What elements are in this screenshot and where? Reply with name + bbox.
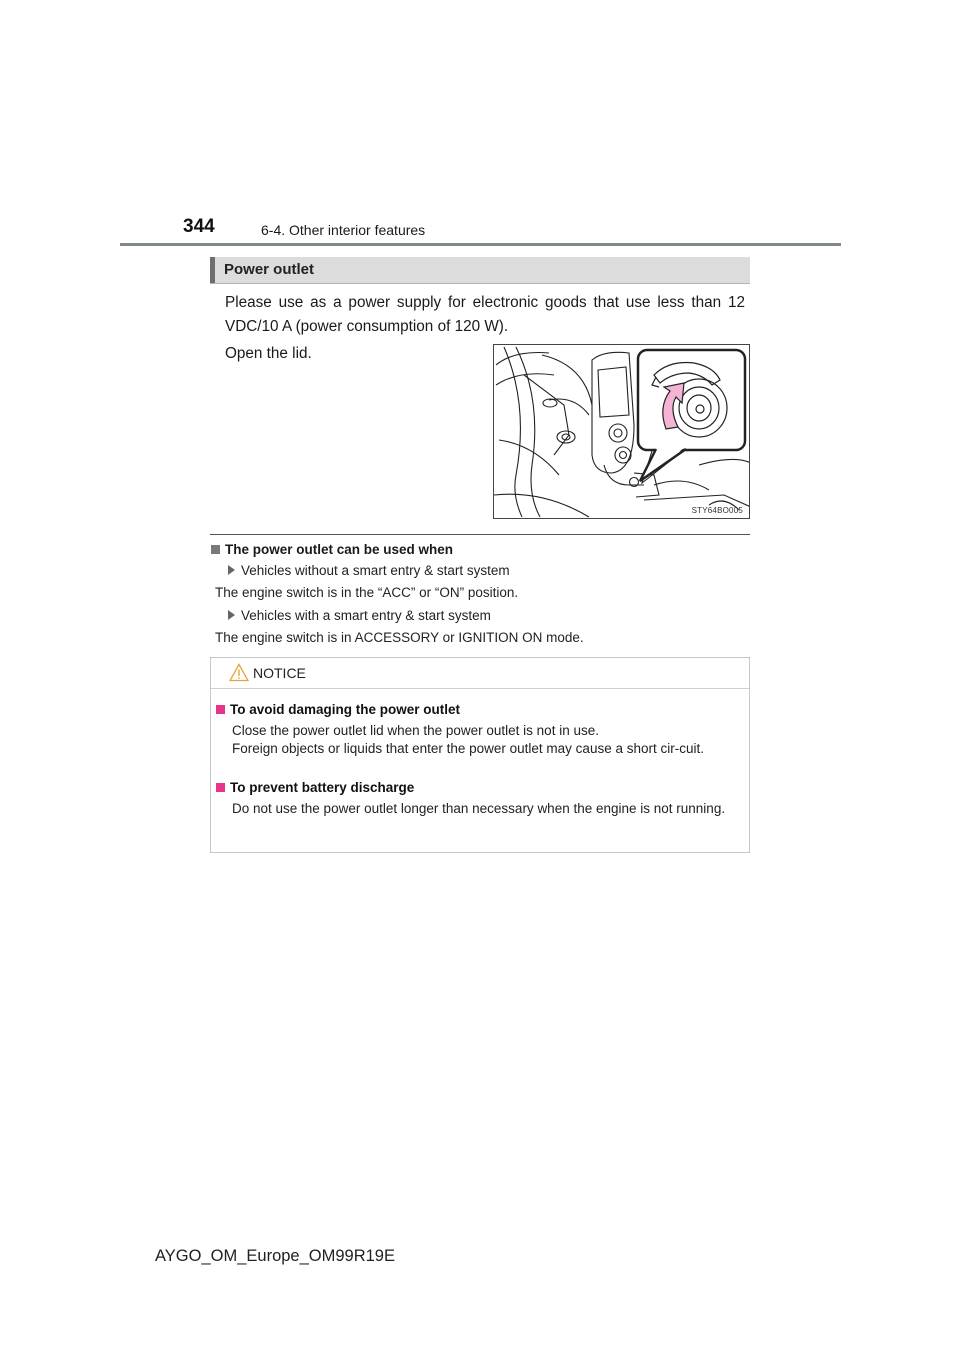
notice-item-body: Foreign objects or liquids that enter the power outlet may cause a short cir-cuit. <box>232 741 704 756</box>
square-bullet-icon <box>211 545 220 554</box>
square-bullet-icon <box>216 705 225 714</box>
power-outlet-figure <box>493 344 750 519</box>
notice-item-body: Close the power outlet lid when the power outlet is not in use. <box>232 723 599 738</box>
detail-with-smart-entry: The engine switch is in ACCESSORY or IGNITION ON mode. <box>215 630 584 645</box>
page-number: 344 <box>183 216 215 237</box>
notice-box <box>210 657 750 853</box>
notice-header-rule <box>211 688 749 689</box>
section-label: 6-4. Other interior features <box>261 222 426 238</box>
section-heading: Power outlet <box>224 261 315 278</box>
condition-without-smart-entry: Vehicles without a smart entry & start system <box>228 563 510 578</box>
header-rule <box>120 243 841 246</box>
heading-accent <box>210 257 215 283</box>
notice-item-heading: To avoid damaging the power outlet <box>216 702 460 717</box>
section-heading-bar <box>210 257 750 284</box>
footer-doc-id: AYGO_OM_Europe_OM99R19E <box>155 1247 395 1265</box>
triangle-bullet-icon <box>228 565 235 575</box>
figure-code: STY64BO005 <box>691 506 743 515</box>
notice-item-heading: To prevent battery discharge <box>216 780 414 795</box>
notice-item-body: Do not use the power outlet longer than necessary when the engine is not running. <box>232 801 726 816</box>
detail-without-smart-entry: The engine switch is in the “ACC” or “ON” position. <box>215 585 519 600</box>
info-heading: The power outlet can be used when <box>211 542 453 557</box>
section-divider <box>210 534 750 535</box>
dashboard-illustration <box>494 345 750 519</box>
notice-title: NOTICE <box>253 665 306 681</box>
intro-paragraph: Please use as a power supply for electronic goods that use less than 12 VDC/10 A (power consumption of 120 W). <box>225 294 745 335</box>
square-bullet-icon <box>216 783 225 792</box>
triangle-bullet-icon <box>228 610 235 620</box>
step-text: Open the lid. <box>225 345 312 362</box>
condition-with-smart-entry: Vehicles with a smart entry & start system <box>228 608 491 623</box>
warning-icon <box>229 663 249 682</box>
